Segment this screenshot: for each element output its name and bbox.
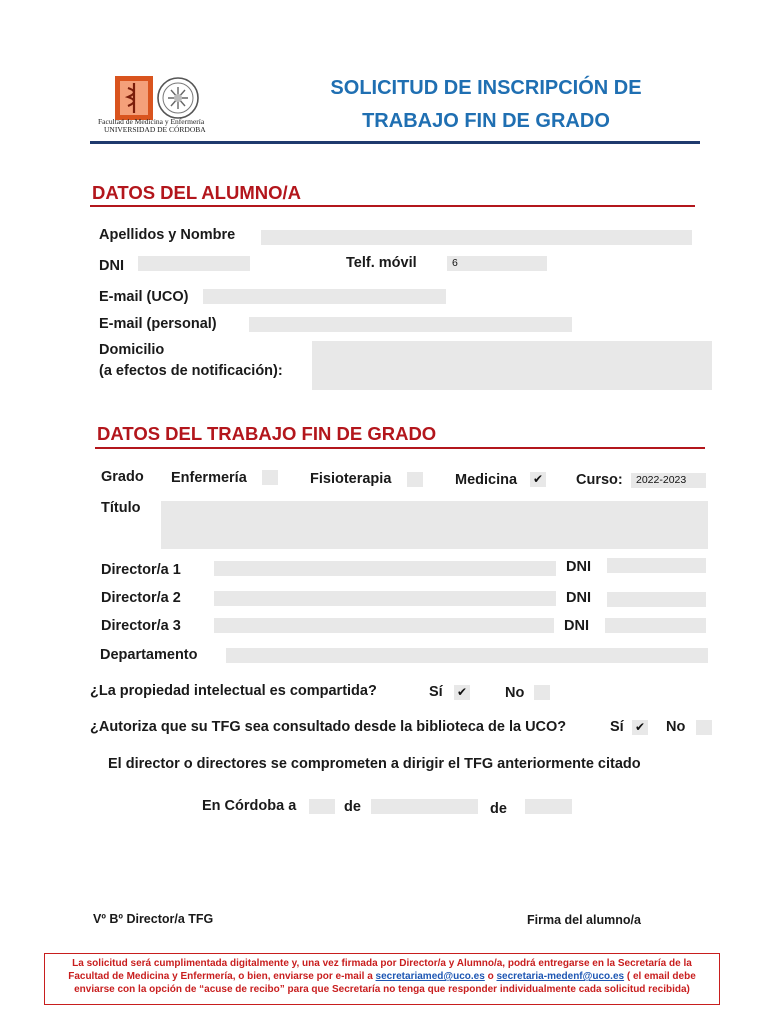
director2-dni-field[interactable] <box>607 592 706 607</box>
director2-label: Director/a 2 <box>101 590 181 606</box>
library-yes-label: Sí <box>610 719 624 735</box>
section-rule-tfg <box>95 447 705 449</box>
phone-field[interactable]: 6 <box>447 256 547 271</box>
email-personal-label: E-mail (personal) <box>99 316 217 332</box>
director3-dni-label: DNI <box>564 618 589 634</box>
date-de-2: de <box>490 801 507 817</box>
day-field[interactable] <box>309 799 335 814</box>
header-rule <box>90 141 700 144</box>
tfg-title-label: Título <box>101 500 141 516</box>
director1-label: Director/a 1 <box>101 562 181 578</box>
director-signature-label: Vº Bº Director/a TFG <box>93 912 214 926</box>
library-no-checkbox[interactable] <box>696 720 712 735</box>
faculty-logo <box>98 74 218 136</box>
name-field[interactable] <box>261 230 692 245</box>
notice-text-3: ( el email debe enviarse con la opción de “acuse de recibo” para que Secretaría no tenga que responder individualmente cada solicitud recibida) <box>74 971 696 995</box>
address-field[interactable] <box>312 341 712 390</box>
director2-field[interactable] <box>214 591 556 606</box>
ip-shared-question: ¿La propiedad intelectual es compartida? <box>90 683 377 699</box>
phone-label: Telf. móvil <box>346 255 417 271</box>
course-field[interactable]: 2022-2023 <box>631 473 706 488</box>
notice-text-2: o <box>484 971 497 982</box>
nursing-option-label: Enfermería <box>171 470 247 486</box>
email-personal-field[interactable] <box>249 317 572 332</box>
email-uco-field[interactable] <box>203 289 446 304</box>
dni-label: DNI <box>99 258 124 274</box>
ip-no-label: No <box>505 685 525 701</box>
commitment-text: El director o directores se comprometen a dirigir el TFG anteriormente citado <box>108 756 641 772</box>
director1-field[interactable] <box>214 561 556 576</box>
director1-dni-label: DNI <box>566 559 591 575</box>
section-title-tfg: DATOS DEL TRABAJO FIN DE GRADO <box>97 423 437 444</box>
director3-field[interactable] <box>214 618 554 633</box>
faculty-emblem-icon <box>98 74 218 122</box>
document-title-line2: TRABAJO FIN DE GRADO <box>362 110 610 132</box>
dni-field[interactable] <box>138 256 250 271</box>
ip-yes-checkbox[interactable]: ✔ <box>454 685 470 700</box>
director3-dni-field[interactable] <box>605 618 706 633</box>
address-label-line2: (a efectos de notificación): <box>99 363 283 379</box>
date-de-1: de <box>344 799 361 815</box>
library-question: ¿Autoriza que su TFG sea consultado desde la biblioteca de la UCO? <box>90 719 567 735</box>
degree-label: Grado <box>101 469 144 485</box>
place-prefix: En Córdoba a <box>202 798 297 814</box>
course-label: Curso: <box>576 472 623 488</box>
ip-yes-label: Sí <box>429 684 443 700</box>
physio-option-label: Fisioterapia <box>310 471 392 487</box>
library-no-label: No <box>666 719 686 735</box>
library-yes-checkbox[interactable]: ✔ <box>632 720 648 735</box>
nursing-checkbox[interactable] <box>262 470 278 485</box>
logo-faculty-text: Facultad de Medicina y Enfermería <box>98 117 205 126</box>
email-uco-label: E-mail (UCO) <box>99 289 189 305</box>
student-signature-label: Firma del alumno/a <box>527 913 641 927</box>
physio-checkbox[interactable] <box>407 472 423 487</box>
year-field[interactable] <box>525 799 572 814</box>
director2-dni-label: DNI <box>566 590 591 606</box>
month-field[interactable] <box>371 799 478 814</box>
section-title-student: DATOS DEL ALUMNO/A <box>92 182 301 203</box>
name-label: Apellidos y Nombre <box>99 227 236 243</box>
medicine-option-label: Medicina <box>455 472 518 488</box>
ip-no-checkbox[interactable] <box>534 685 550 700</box>
email-link-secretariamed[interactable]: secretariamed@uco.es <box>375 971 485 982</box>
address-label-line1: Domicilio <box>99 342 165 358</box>
submission-notice <box>44 953 720 1005</box>
department-field[interactable] <box>226 648 708 663</box>
notice-text-1: La solicitud será cumplimentada digitalmente y, una vez firmada por Director/a y Alumno/a, podrá entregarse en la Secretaría de la Facultad de Medicina y Enfermería, o bien, enviarse por e-mail a <box>68 958 692 982</box>
section-rule-student <box>90 205 695 207</box>
tfg-title-field[interactable] <box>161 501 708 549</box>
director3-label: Director/a 3 <box>101 618 181 634</box>
director1-dni-field[interactable] <box>607 558 706 573</box>
email-link-secretaria-medenf[interactable]: secretaria-medenf@uco.es <box>496 971 625 982</box>
document-title-line1: SOLICITUD DE INSCRIPCIÓN DE <box>330 77 642 99</box>
medicine-checkbox[interactable]: ✔ <box>530 472 546 487</box>
department-label: Departamento <box>100 647 198 663</box>
logo-university-text: UNIVERSIDAD DE CÓRDOBA <box>104 125 206 134</box>
